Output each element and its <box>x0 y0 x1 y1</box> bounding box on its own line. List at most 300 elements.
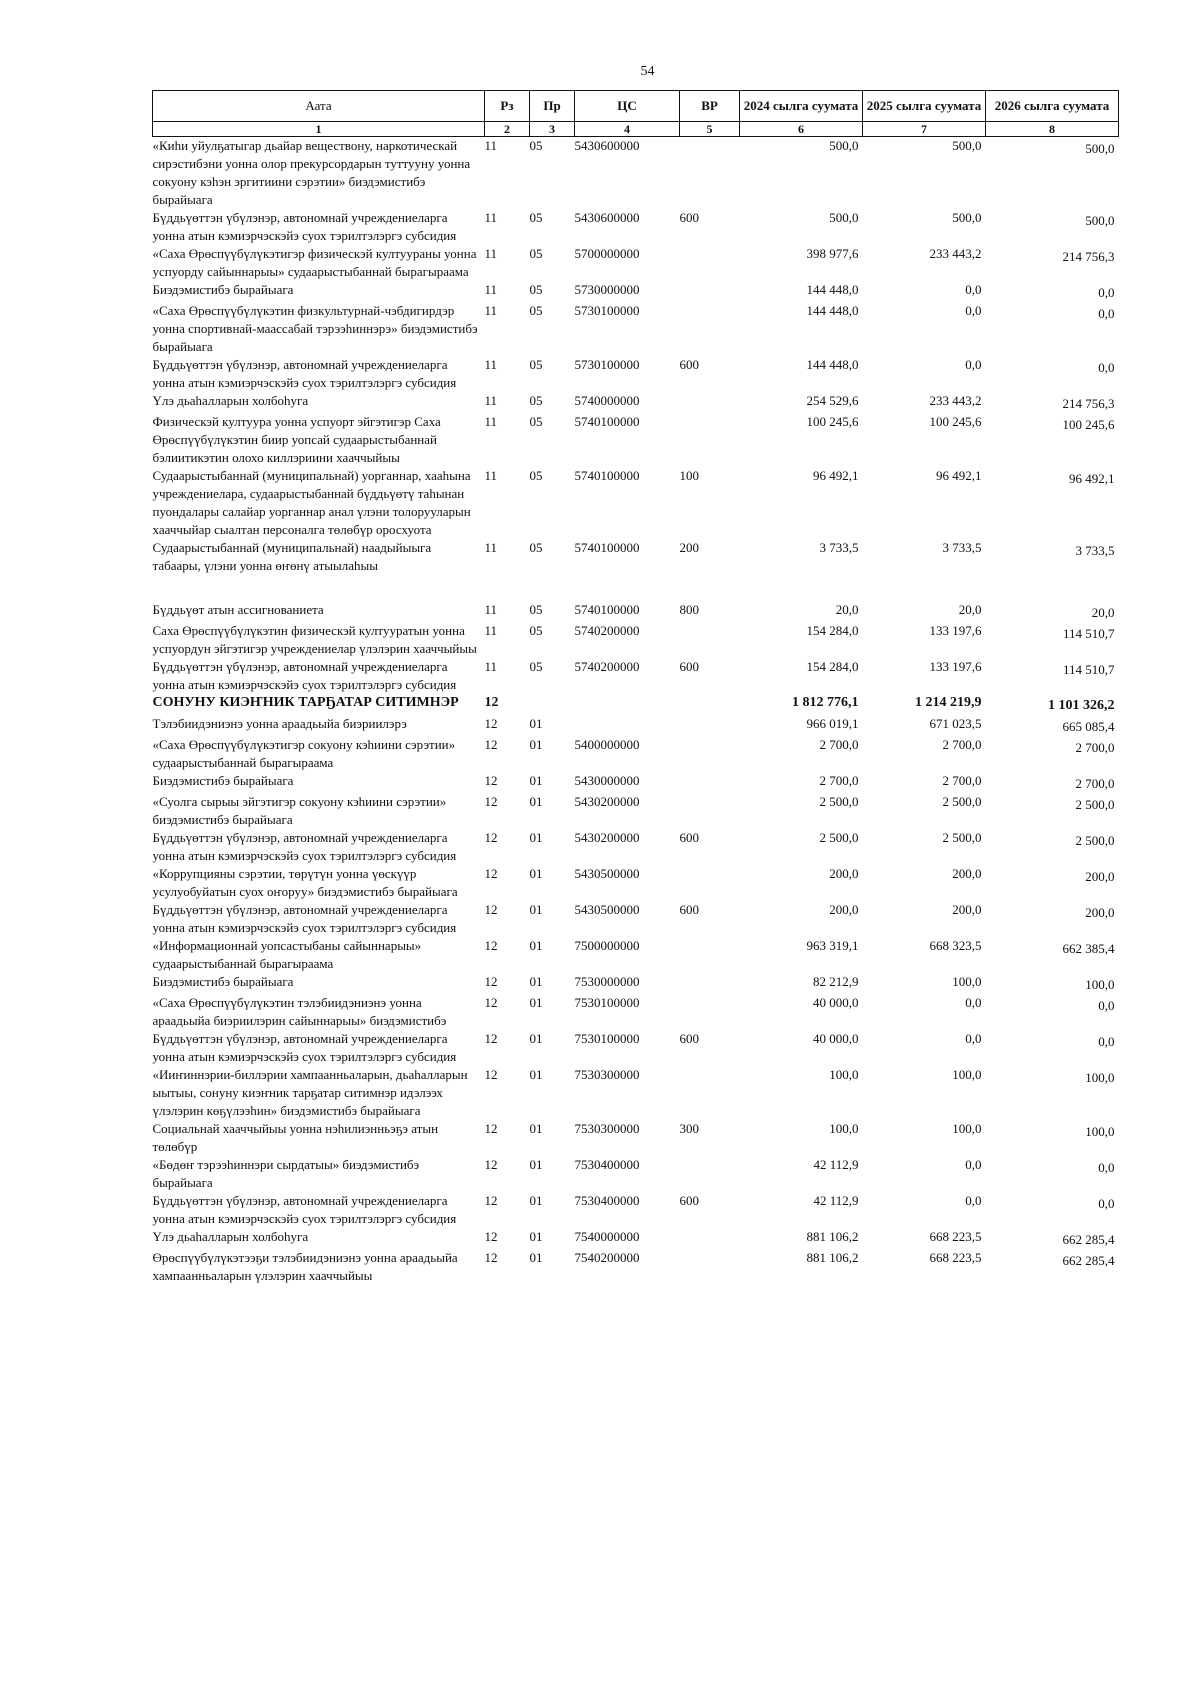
row-rz: 11 <box>484 602 498 617</box>
row-amount-2025: 96 492,1 <box>936 468 982 483</box>
row-name: Бүддьүөттэн үбүлэнэр, автономнай учреждениеларга уонна атын кэмиэрчэскэйэ суох тэрилтэлэргэ субсидия <box>152 210 457 243</box>
row-amount-2024: 154 284,0 <box>806 659 859 674</box>
row-amount-2026: 500,0 <box>1085 213 1115 228</box>
row-amount-2025: 2 500,0 <box>942 830 982 845</box>
col-number: 3 <box>530 122 575 137</box>
row-name: Биэдэмистибэ бырайыага <box>152 773 294 788</box>
table-row <box>153 772 1119 793</box>
row-amount-2024: 144 448,0 <box>806 303 859 318</box>
row-pr: 01 <box>529 773 543 788</box>
row-cs: 7540000000 <box>574 1229 640 1244</box>
row-amount-2024: 1 812 776,1 <box>792 695 859 710</box>
table-body <box>153 137 1119 1286</box>
row-amount-2024: 42 112,9 <box>813 1193 859 1208</box>
row-pr: 05 <box>529 393 543 408</box>
table-row <box>153 302 1119 356</box>
row-vr: 600 <box>679 830 699 845</box>
col-header-rz: Рз <box>485 91 530 122</box>
budget-table <box>152 90 1119 1285</box>
row-amount-2026: 2 500,0 <box>1075 833 1115 848</box>
row-amount-2026: 0,0 <box>1098 285 1115 300</box>
table-row <box>153 829 1119 865</box>
row-amount-2026: 0,0 <box>1098 1034 1115 1049</box>
row-amount-2024: 144 448,0 <box>806 282 859 297</box>
row-vr: 200 <box>679 540 699 555</box>
row-name: Өрөспүүбүлүкэтээҕи тэлэбиидэниэнэ уонна араадьыйа хампаанньаларын үлэлэрин хааччыйыы <box>152 1250 458 1283</box>
page-number: 54 <box>640 64 655 79</box>
row-amount-2025: 233 443,2 <box>929 246 982 261</box>
row-amount-2024: 40 000,0 <box>813 995 859 1010</box>
col-header-2026: 2026 сылга суумата <box>986 91 1119 122</box>
row-rz: 12 <box>484 974 498 989</box>
table-row <box>153 137 1119 210</box>
row-name: «Бөдөҥ тэрээһиннэри сырдатыы» биэдэмистибэ бырайыага <box>152 1157 420 1190</box>
row-cs <box>575 694 680 715</box>
row-name: Бүддьүөт атын ассигнованиета <box>152 602 324 617</box>
row-amount-2026: 0,0 <box>1098 306 1115 321</box>
row-vr <box>680 302 740 356</box>
row-vr <box>680 137 740 210</box>
row-pr: 01 <box>529 902 543 917</box>
row-cs: 5400000000 <box>574 737 640 752</box>
row-name: Биэдэмистибэ бырайыага <box>152 974 294 989</box>
table-row <box>153 209 1119 245</box>
row-amount-2026: 2 700,0 <box>1075 776 1115 791</box>
row-vr: 800 <box>679 602 699 617</box>
row-amount-2024: 144 448,0 <box>806 357 859 372</box>
row-pr: 05 <box>529 282 543 297</box>
row-vr <box>680 772 740 793</box>
row-amount-2024: 500,0 <box>829 138 859 153</box>
table-row <box>153 413 1119 467</box>
row-cs: 5740100000 <box>574 540 640 555</box>
row-vr: 600 <box>679 902 699 917</box>
table-row <box>153 539 1119 575</box>
row-pr: 01 <box>529 974 543 989</box>
row-vr: 100 <box>679 468 699 483</box>
row-amount-2024: 100 245,6 <box>806 414 859 429</box>
table-header-row <box>153 91 1119 122</box>
row-amount-2024: 100,0 <box>829 1121 859 1136</box>
row-cs: 5740200000 <box>574 623 640 638</box>
row-pr: 01 <box>529 737 543 752</box>
table-row <box>153 601 1119 622</box>
row-amount-2025: 0,0 <box>965 1157 982 1172</box>
row-amount-2026: 0,0 <box>1098 998 1115 1013</box>
row-cs: 5430200000 <box>574 794 640 809</box>
table-row <box>153 245 1119 281</box>
table-row <box>153 694 1119 715</box>
row-name: «Киһи уйулҕатыгар дьайар веществону, наркотическай сирэстибэни уонна олор прекурсордарын туттууну уонна сокуону кэһэн эргитиини сэрэтии» биэдэмистибэ бырайыага <box>152 138 471 207</box>
row-amount-2024: 881 106,2 <box>806 1250 859 1265</box>
col-number: 5 <box>680 122 740 137</box>
row-rz: 11 <box>484 138 498 153</box>
table-row <box>153 1156 1119 1192</box>
row-pr: 05 <box>529 623 543 638</box>
row-amount-2025: 668 223,5 <box>929 1229 982 1244</box>
row-pr: 01 <box>529 1121 543 1136</box>
row-amount-2026: 662 285,4 <box>1062 1232 1115 1247</box>
table-row <box>153 392 1119 413</box>
row-name: СОНУНУ КИЭҤНИК ТАРҔАТАР СИТИМНЭР <box>152 695 459 710</box>
row-rz: 11 <box>484 414 498 429</box>
row-rz: 12 <box>484 737 498 752</box>
col-number: 4 <box>575 122 680 137</box>
row-cs: 7530100000 <box>574 995 640 1010</box>
row-cs: 7530400000 <box>574 1193 640 1208</box>
row-amount-2024: 82 212,9 <box>813 974 859 989</box>
row-amount-2025: 0,0 <box>965 357 982 372</box>
row-rz: 12 <box>484 995 498 1010</box>
row-cs: 7530000000 <box>574 974 640 989</box>
col-header-2025: 2025 сылга суумата <box>863 91 986 122</box>
row-rz: 12 <box>484 1250 498 1265</box>
row-name: Физическэй култуура уонна успуорт эйгэтигэр Саха Өрөспүүбүлүкэтин биир уопсай судаарыстыбаннай бэлиитикэтин олохо киллэриини хааччыйыы <box>152 414 441 465</box>
row-vr: 600 <box>679 357 699 372</box>
row-amount-2025: 500,0 <box>952 210 982 225</box>
table-row <box>153 994 1119 1030</box>
row-rz: 11 <box>484 357 498 372</box>
col-header-vr: ВР <box>680 91 740 122</box>
row-vr: 600 <box>679 1031 699 1046</box>
row-cs: 5430000000 <box>574 773 640 788</box>
row-pr: 01 <box>529 1157 543 1172</box>
row-pr: 05 <box>529 357 543 372</box>
row-cs: 7530300000 <box>574 1067 640 1082</box>
row-amount-2024: 200,0 <box>829 902 859 917</box>
row-cs: 5740000000 <box>574 393 640 408</box>
row-pr: 01 <box>529 1250 543 1265</box>
row-name: «Информационнай уопсастыбаны сайыннарыы» судаарыстыбаннай бырагыраама <box>152 938 422 971</box>
row-amount-2026: 0,0 <box>1098 360 1115 375</box>
row-pr: 05 <box>529 659 543 674</box>
row-vr: 600 <box>679 210 699 225</box>
row-name: «Коррупцияны сэрэтии, төрүтүн уонна үөскүүр усулуобуйатын суох оҥоруу» биэдэмистибэ бырайыага <box>152 866 458 899</box>
row-spacer-cell <box>153 575 1119 601</box>
row-vr <box>680 622 740 658</box>
row-rz: 11 <box>484 393 498 408</box>
row-vr <box>680 973 740 994</box>
row-cs: 5740200000 <box>574 659 640 674</box>
column-number-row <box>153 122 1119 137</box>
row-vr <box>680 1249 740 1285</box>
row-pr <box>530 694 575 715</box>
row-rz: 11 <box>484 282 498 297</box>
row-name: «Саха Өрөспүүбүлүкэтигэр сокуону кэһиини сэрэтии» судаарыстыбаннай бырагыраама <box>152 737 456 770</box>
row-amount-2025: 200,0 <box>952 902 982 917</box>
row-amount-2025: 668 223,5 <box>929 1250 982 1265</box>
col-header-cs: ЦС <box>575 91 680 122</box>
row-name: Саха Өрөспүүбүлүкэтин физическэй култууратын уонна успуордун эйгэтигэр учреждениелар үлэлэрин хааччыйыы <box>152 623 477 656</box>
row-vr <box>680 392 740 413</box>
row-amount-2024: 200,0 <box>829 866 859 881</box>
row-amount-2026: 2 500,0 <box>1075 797 1115 812</box>
row-amount-2026: 3 733,5 <box>1075 543 1115 558</box>
table-row <box>153 937 1119 973</box>
row-name: «Саха Өрөспүүбүлүкэтин тэлэбиидэниэнэ уонна араадьыйа биэриилэрин сайыннарыы» биэдэмистибэ <box>152 995 447 1028</box>
row-amount-2025: 3 733,5 <box>942 540 982 555</box>
row-name: Судаарыстыбаннай (муниципальнай) уорганнар, хааһына учреждениелара, судаарыстыбаннай бүддьүөтү таһынан пуондалары салайар уорганнар анал үлэни толорууларын хааччыйар сыалтан персоналга төлөбүр оросхуота <box>152 468 471 537</box>
row-vr <box>680 413 740 467</box>
row-amount-2026: 114 510,7 <box>1062 662 1115 677</box>
row-name: Социальнай хааччыйыы уонна нэһилиэнньэҕэ атын төлөбүр <box>152 1121 439 1154</box>
row-spacer <box>153 575 1119 601</box>
row-amount-2025: 100 245,6 <box>929 414 982 429</box>
row-amount-2026: 0,0 <box>1098 1160 1115 1175</box>
row-vr <box>680 736 740 772</box>
row-pr: 05 <box>529 138 543 153</box>
row-cs: 5430600000 <box>574 210 640 225</box>
row-amount-2024: 96 492,1 <box>813 468 859 483</box>
row-rz: 12 <box>484 902 498 917</box>
row-rz: 12 <box>484 1193 498 1208</box>
table-row <box>153 281 1119 302</box>
row-name: «Ииҥиннэрии-биллэрии хампаанньаларын, дьаһалларын ыытыы, сонуну киэҥник тарҕатар ситимнэр идэлээх үлэлэрин көҕүлээһин» биэдэмистибэ бырайыага <box>152 1067 468 1118</box>
row-rz: 12 <box>484 1067 498 1082</box>
row-rz: 12 <box>484 1121 498 1136</box>
row-name: Биэдэмистибэ бырайыага <box>152 282 294 297</box>
row-cs: 7530100000 <box>574 1031 640 1046</box>
row-name: Бүддьүөттэн үбүлэнэр, автономнай учреждениеларга уонна атын кэмиэрчэскэйэ суох тэрилтэлэргэ субсидия <box>152 830 457 863</box>
row-pr: 05 <box>529 468 543 483</box>
row-amount-2025: 2 700,0 <box>942 773 982 788</box>
row-rz: 11 <box>484 659 498 674</box>
row-amount-2026: 114 510,7 <box>1062 626 1115 641</box>
row-rz: 12 <box>484 1229 498 1244</box>
col-header-pr: Пр <box>530 91 575 122</box>
row-amount-2026: 214 756,3 <box>1062 396 1115 411</box>
row-rz: 11 <box>484 246 498 261</box>
row-amount-2026: 96 492,1 <box>1069 471 1115 486</box>
table-row <box>153 467 1119 539</box>
row-amount-2026: 1 101 326,2 <box>1048 698 1115 713</box>
row-amount-2024: 963 319,1 <box>806 938 859 953</box>
col-header-2024: 2024 сылга суумата <box>740 91 863 122</box>
row-amount-2026: 214 756,3 <box>1062 249 1115 264</box>
row-rz: 12 <box>484 1157 498 1172</box>
row-name: Бүддьүөттэн үбүлэнэр, автономнай учреждениеларга уонна атын кэмиэрчэскэйэ суох тэрилтэлэргэ субсидия <box>152 1193 457 1226</box>
row-amount-2024: 100,0 <box>829 1067 859 1082</box>
row-vr <box>680 865 740 901</box>
row-amount-2024: 20,0 <box>835 602 859 617</box>
row-amount-2025: 100,0 <box>952 974 982 989</box>
row-vr <box>680 245 740 281</box>
col-number: 8 <box>986 122 1119 137</box>
row-amount-2025: 100,0 <box>952 1121 982 1136</box>
row-amount-2025: 1 214 219,9 <box>915 695 982 710</box>
row-amount-2024: 966 019,1 <box>806 716 859 731</box>
row-amount-2026: 100,0 <box>1085 977 1115 992</box>
row-pr: 05 <box>529 540 543 555</box>
row-amount-2024: 154 284,0 <box>806 623 859 638</box>
row-cs <box>575 715 680 736</box>
row-amount-2026: 200,0 <box>1085 869 1115 884</box>
row-amount-2025: 668 323,5 <box>929 938 982 953</box>
row-cs: 7500000000 <box>574 938 640 953</box>
row-cs: 5740100000 <box>574 414 640 429</box>
row-cs: 5740100000 <box>574 602 640 617</box>
row-vr <box>680 281 740 302</box>
row-vr: 300 <box>679 1121 699 1136</box>
row-amount-2026: 200,0 <box>1085 905 1115 920</box>
row-cs: 5700000000 <box>574 246 640 261</box>
table-row <box>153 622 1119 658</box>
row-amount-2025: 0,0 <box>965 995 982 1010</box>
row-vr <box>680 1156 740 1192</box>
row-amount-2024: 398 977,6 <box>806 246 859 261</box>
row-amount-2026: 500,0 <box>1085 141 1115 156</box>
row-amount-2025: 200,0 <box>952 866 982 881</box>
row-rz: 11 <box>484 468 498 483</box>
row-name: Бүддьүөттэн үбүлэнэр, автономнай учреждениеларга уонна атын кэмиэрчэскэйэ суох тэрилтэлэргэ субсидия <box>152 1031 457 1064</box>
row-cs: 5430500000 <box>574 866 640 881</box>
table-row <box>153 901 1119 937</box>
row-amount-2026: 662 385,4 <box>1062 941 1115 956</box>
row-pr: 01 <box>529 938 543 953</box>
col-header-name: Аата <box>153 91 485 122</box>
row-cs: 5430500000 <box>574 902 640 917</box>
row-vr <box>680 694 740 715</box>
row-cs: 5730100000 <box>574 357 640 372</box>
row-amount-2025: 671 023,5 <box>929 716 982 731</box>
table-row <box>153 736 1119 772</box>
table-row <box>153 865 1119 901</box>
row-amount-2025: 0,0 <box>965 1193 982 1208</box>
row-cs: 5730100000 <box>574 303 640 318</box>
row-pr: 05 <box>529 414 543 429</box>
row-name: Үлэ дьаһалларын холбоһуга <box>152 393 309 408</box>
row-rz: 11 <box>484 210 498 225</box>
table-row <box>153 1030 1119 1066</box>
row-pr: 01 <box>529 1067 543 1082</box>
row-cs: 7540200000 <box>574 1250 640 1265</box>
row-amount-2024: 3 733,5 <box>819 540 859 555</box>
row-amount-2025: 500,0 <box>952 138 982 153</box>
row-pr: 01 <box>529 830 543 845</box>
row-amount-2025: 133 197,6 <box>929 623 982 638</box>
row-name: Бүддьүөттэн үбүлэнэр, автономнай учреждениеларга уонна атын кэмиэрчэскэйэ суох тэрилтэлэргэ субсидия <box>152 659 457 692</box>
row-cs: 5730000000 <box>574 282 640 297</box>
row-amount-2024: 2 500,0 <box>819 794 859 809</box>
row-amount-2025: 133 197,6 <box>929 659 982 674</box>
row-pr: 01 <box>529 794 543 809</box>
row-rz: 12 <box>484 695 499 710</box>
row-vr: 600 <box>679 659 699 674</box>
row-amount-2026: 665 085,4 <box>1062 719 1115 734</box>
row-name: Тэлэбиидэниэнэ уонна араадьыйа биэриилэрэ <box>152 716 407 731</box>
row-amount-2024: 2 700,0 <box>819 773 859 788</box>
row-amount-2026: 100,0 <box>1085 1070 1115 1085</box>
row-rz: 12 <box>484 866 498 881</box>
row-vr <box>680 715 740 736</box>
row-amount-2026: 100 245,6 <box>1062 417 1115 432</box>
row-name: Бүддьүөттэн үбүлэнэр, автономнай учреждениеларга уонна атын кэмиэрчэскэйэ суох тэрилтэлэргэ субсидия <box>152 357 457 390</box>
row-amount-2024: 254 529,6 <box>806 393 859 408</box>
row-amount-2025: 0,0 <box>965 303 982 318</box>
row-rz: 11 <box>484 303 498 318</box>
row-vr <box>680 1228 740 1249</box>
row-cs: 5430200000 <box>574 830 640 845</box>
row-pr: 01 <box>529 866 543 881</box>
table-row <box>153 356 1119 392</box>
row-pr: 05 <box>529 303 543 318</box>
row-rz: 12 <box>484 830 498 845</box>
row-pr: 05 <box>529 246 543 261</box>
row-rz: 12 <box>484 938 498 953</box>
row-amount-2025: 0,0 <box>965 1031 982 1046</box>
row-amount-2026: 20,0 <box>1091 605 1115 620</box>
table-row <box>153 1192 1119 1228</box>
table-row <box>153 973 1119 994</box>
table-row <box>153 658 1119 694</box>
row-name: «Суолга сырыы эйгэтигэр сокуону кэһиини сэрэтии» биэдэмистибэ бырайыага <box>152 794 447 827</box>
table-row <box>153 1120 1119 1156</box>
table-row <box>153 793 1119 829</box>
row-vr <box>680 1066 740 1120</box>
col-number: 2 <box>485 122 530 137</box>
row-amount-2026: 662 285,4 <box>1062 1253 1115 1268</box>
col-number: 1 <box>153 122 485 137</box>
row-vr <box>680 937 740 973</box>
table-row <box>153 715 1119 736</box>
row-amount-2025: 233 443,2 <box>929 393 982 408</box>
row-cs: 5430600000 <box>574 138 640 153</box>
row-pr: 01 <box>529 716 543 731</box>
row-amount-2026: 2 700,0 <box>1075 740 1115 755</box>
row-amount-2026: 100,0 <box>1085 1124 1115 1139</box>
row-name: «Саха Өрөспүүбүлүкэтин физкультурнай-чэбдигирдэр уонна спортивнай-маассабай тэрээһиннэрэ» биэдэмистибэ бырайыага <box>152 303 478 354</box>
col-number: 7 <box>863 122 986 137</box>
row-amount-2024: 2 700,0 <box>819 737 859 752</box>
row-amount-2025: 100,0 <box>952 1067 982 1082</box>
row-pr: 01 <box>529 1031 543 1046</box>
row-rz: 12 <box>484 794 498 809</box>
row-amount-2025: 0,0 <box>965 282 982 297</box>
row-amount-2024: 500,0 <box>829 210 859 225</box>
row-vr <box>680 793 740 829</box>
row-amount-2025: 2 700,0 <box>942 737 982 752</box>
row-amount-2026: 0,0 <box>1098 1196 1115 1211</box>
row-rz: 12 <box>484 1031 498 1046</box>
row-pr: 01 <box>529 1193 543 1208</box>
row-rz: 12 <box>484 773 498 788</box>
row-cs: 7530400000 <box>574 1157 640 1172</box>
row-pr: 01 <box>529 995 543 1010</box>
col-number: 6 <box>740 122 863 137</box>
row-cs: 7530300000 <box>574 1121 640 1136</box>
row-pr: 01 <box>529 1229 543 1244</box>
row-amount-2024: 2 500,0 <box>819 830 859 845</box>
table-row <box>153 1066 1119 1120</box>
row-amount-2024: 40 000,0 <box>813 1031 859 1046</box>
row-name: Судаарыстыбаннай (муниципальнай) наадыйыыга табаары, үлэни уонна өҥөнү атыылаһыы <box>152 540 432 573</box>
row-cs: 5740100000 <box>574 468 640 483</box>
row-amount-2025: 2 500,0 <box>942 794 982 809</box>
row-amount-2024: 42 112,9 <box>813 1157 859 1172</box>
table-row <box>153 1228 1119 1249</box>
row-pr: 05 <box>529 602 543 617</box>
row-rz: 11 <box>484 623 498 638</box>
row-name: Бүддьүөттэн үбүлэнэр, автономнай учреждениеларга уонна атын кэмиэрчэскэйэ суох тэрилтэлэргэ субсидия <box>152 902 457 935</box>
row-name: Үлэ дьаһалларын холбоһуга <box>152 1229 309 1244</box>
row-pr: 05 <box>529 210 543 225</box>
row-name: «Саха Өрөспүүбүлүкэтигэр физическэй култуураны уонна успуорду сайыннарыы» судаарыстыбаннай бырагыраама <box>152 246 477 279</box>
row-amount-2025: 20,0 <box>958 602 982 617</box>
row-rz: 12 <box>484 716 498 731</box>
table-row <box>153 1249 1119 1285</box>
row-amount-2024: 881 106,2 <box>806 1229 859 1244</box>
row-vr <box>680 994 740 1030</box>
